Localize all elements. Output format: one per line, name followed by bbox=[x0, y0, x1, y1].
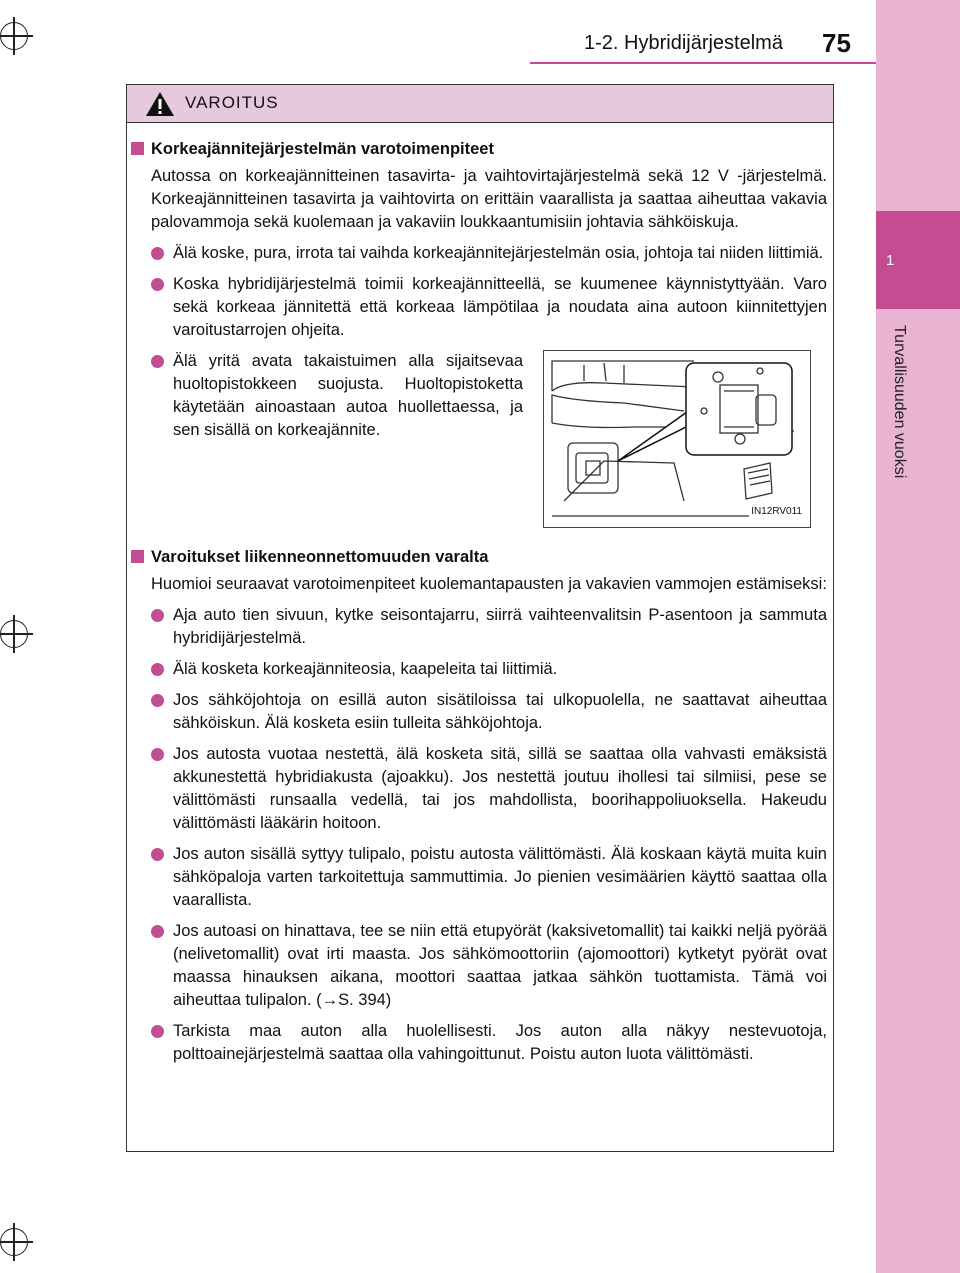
warning-triangle-icon bbox=[145, 91, 175, 117]
list-item: Aja auto tien sivuun, kytke seisontajarru, siirrä vaihteenvalitsin P-asentoon ja sammuta hybridijärjestelmä. bbox=[151, 604, 827, 650]
section-heading: Korkeajännitejärjestelmän varotoimenpiteet bbox=[127, 138, 831, 161]
list-item: Jos autoasi on hinattava, tee se niin että etupyörät (kaksivetomallit) tai kaikki neljä pyörää (nelivetomallit) ovat irti maasta. Jos sähkömoottoriin (ajomoottori) kytketyt pyörät ovat maassa hinauksen aikana, moottori saattaa jatkaa sähkön tuottamista. Tämä voi aiheuttaa tulipalon. (→S. 394) bbox=[151, 920, 827, 1012]
list-item: Älä kosketa korkeajänniteosia, kaapeleita tai liittimiä. bbox=[151, 658, 827, 681]
list-item: Älä yritä avata takaistuimen alla sijaitsevaa huoltopistokkeen suojusta. Huoltopistoketta käytetään ainoastaan autoa huollettaessa, ja sen sisällä on korkeajännite. bbox=[151, 350, 523, 520]
list-item: Jos autosta vuotaa nestettä, älä kosketa sitä, sillä se saattaa olla vahvasti emäksistä akkunestettä hybridiakusta (ajoakku). Jos nestettä joutuu ihollesi tai silmiisi, pese se välittömästi runsaalla vedellä, tai jos mahdollista, boorihappoliuoksella. Hakeudu välittömästi lääkärin hoitoon. bbox=[151, 743, 827, 835]
side-tab-strip bbox=[876, 0, 960, 1273]
bullet-dot-icon bbox=[151, 278, 164, 291]
list-item: Jos sähköjohtoja on esillä auton sisätiloissa tai ulkopuolella, ne saattavat aiheuttaa sähköiskun. Älä kosketa esiin tulleita sähköjohtoja. bbox=[151, 689, 827, 735]
square-bullet-icon bbox=[131, 142, 144, 155]
section-intro: Autossa on korkeajännitteinen tasavirta- ja vaihtovirtajärjestelmä sekä 12 V -järjestelmä. Korkeajännitteinen tasavirta ja vaihtovirta on erittäin vaarallista ja saattaa aiheuttaa vakavia palovammoja sekä kuolemaan ja vakaviin loukkaantumisiin johtavia sähköiskuja. bbox=[151, 167, 827, 231]
bullet-dot-icon bbox=[151, 748, 164, 761]
bullet-dot-icon bbox=[151, 663, 164, 676]
bullet-dot-icon bbox=[151, 355, 164, 368]
bullet-dot-icon bbox=[151, 694, 164, 707]
list-item: Jos auton sisällä syttyy tulipalo, poistu autosta välittömästi. Älä koskaan käytä muita kuin sähköpaloja varten tarkoitettuja sammuttimia. Jo pienien vesimäärien käyttö saattaa olla vaarallista. bbox=[151, 843, 827, 912]
page-number: 75 bbox=[822, 28, 851, 58]
list-item: Tarkista maa auton alla huolellisesti. Jos auton alla näkyy nestevuotoja, polttoainejärjestelmä saattaa olla vahingoittunut. Poistu auton luota välittömästi. bbox=[151, 1020, 827, 1066]
bullet-dot-icon bbox=[151, 925, 164, 938]
list-item: Älä koske, pura, irrota tai vaihda korkeajännitejärjestelmän osia, johtoja tai niiden liittimiä. bbox=[151, 242, 827, 265]
registration-mark-bottom-left bbox=[0, 1228, 28, 1256]
section-intro: Huomioi seuraavat varotoimenpiteet kuolemantapausten ja vakavien vammojen estämiseksi: bbox=[151, 575, 827, 593]
warning-title: VAROITUS bbox=[185, 93, 279, 112]
warning-header bbox=[127, 85, 833, 123]
bullet-dot-icon bbox=[151, 1025, 164, 1038]
service-plug-illustration bbox=[543, 350, 811, 528]
bullet-with-figure bbox=[127, 350, 831, 528]
warning-content bbox=[127, 138, 831, 1074]
section-title: 1-2. Hybridijärjestelmä bbox=[584, 32, 783, 54]
square-bullet-icon bbox=[131, 550, 144, 563]
bullet-dot-icon bbox=[151, 609, 164, 622]
registration-mark-top-left bbox=[0, 22, 28, 50]
bullet-dot-icon bbox=[151, 848, 164, 861]
chapter-number: 1 bbox=[886, 252, 895, 269]
list-item: Koska hybridijärjestelmä toimii korkeajännitteellä, se kuumenee käynnistyttyään. Varo sekä korkeaa jännitettä että korkeaa lämpötilaa ja noudata aina autoon kiinnitettyjen varoitustarrojen ohjeita. bbox=[151, 273, 827, 342]
registration-mark-mid-left bbox=[0, 620, 28, 648]
chapter-label: Turvallisuuden vuoksi bbox=[891, 325, 908, 479]
header-rule bbox=[530, 62, 876, 64]
figure-caption: IN12RV011 bbox=[749, 500, 804, 523]
bullet-dot-icon bbox=[151, 247, 164, 260]
section-heading: Varoitukset liikenneonnettomuuden varalta bbox=[127, 546, 831, 569]
